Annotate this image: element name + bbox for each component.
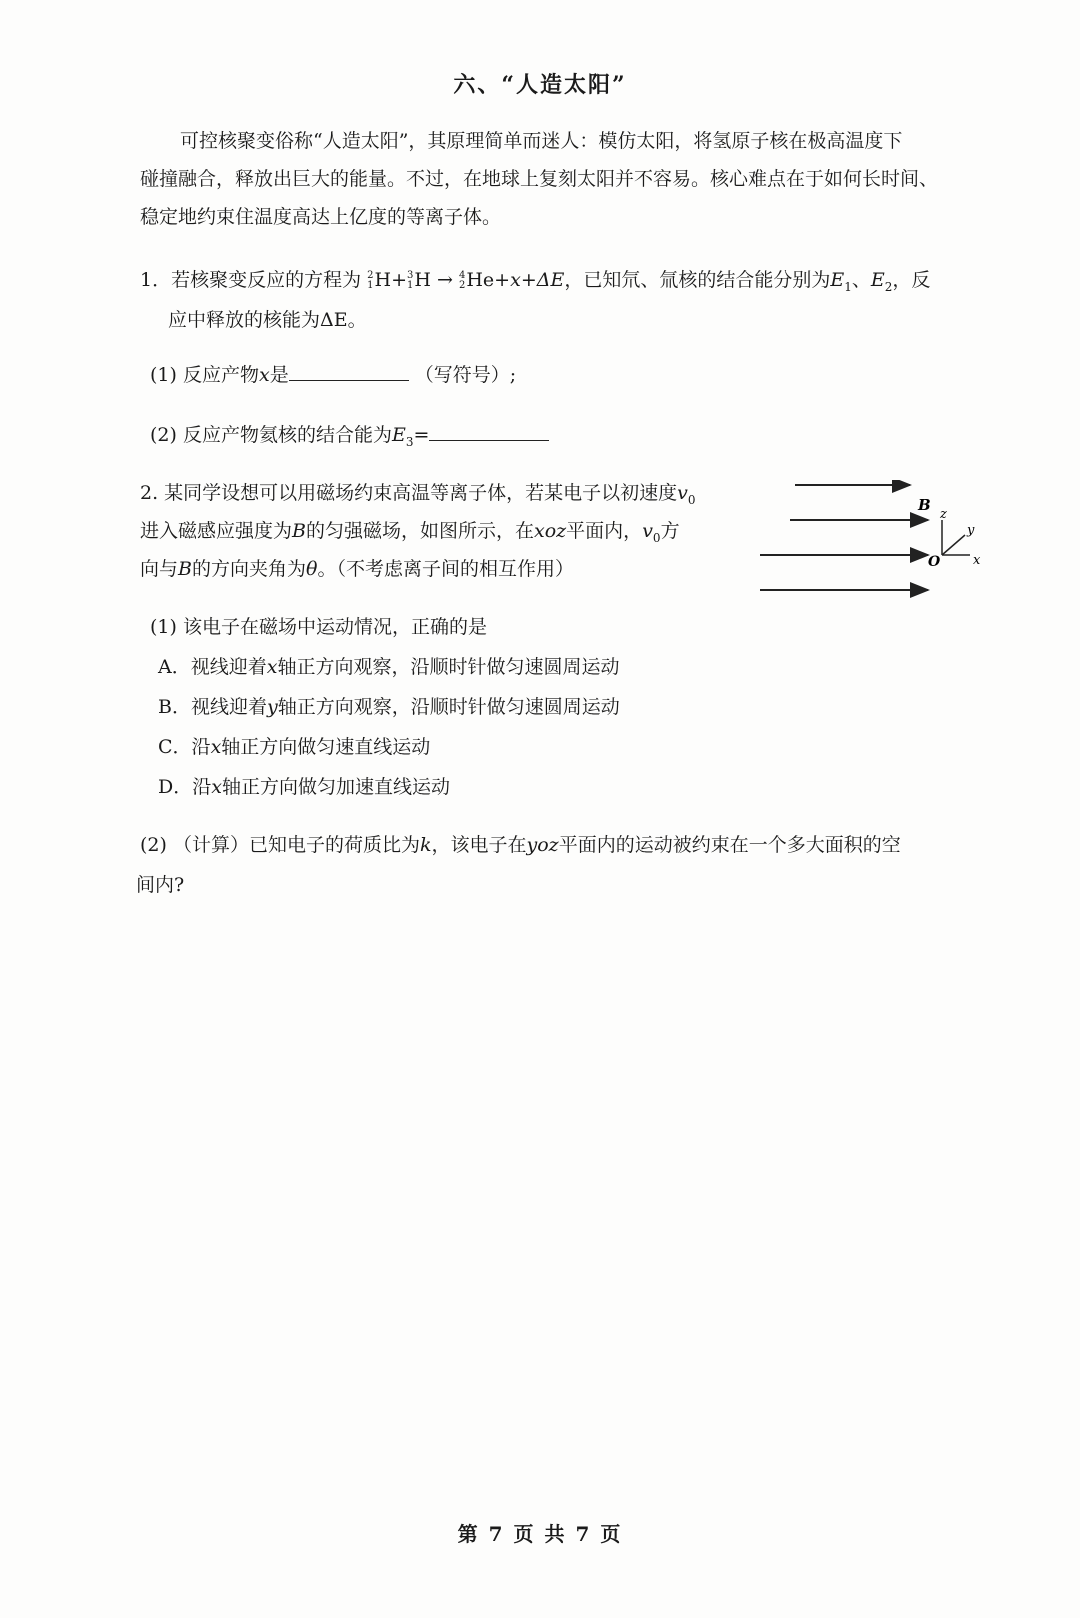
q2-sub1: (1) 该电子在磁场中运动情况，正确的是 [150,616,487,638]
q1-sub1 [150,360,516,387]
option-axis: x [266,656,278,678]
option-label: A． [158,656,191,678]
iso-mass: 2 [367,270,374,281]
intro-line-3: 稳定地约束住温度高达上亿度的等离子体。 [140,206,502,228]
nuc-symbol: H+ [374,269,408,291]
intro-line-1: 可控核聚变俗称“人造太阳”，其原理简单而迷人：模仿太阳，将氢原子核在极高温度下 [180,130,903,152]
iso-charge: 1 [367,280,374,291]
var-e1: E [830,269,845,291]
magnetic-field-figure [760,480,1020,610]
product-x: x [510,269,521,291]
option-text: 轴正方向做匀速直线运动 [221,736,431,758]
section-title: 六、“人造太阳” [453,72,627,98]
var-b: B [292,520,306,542]
q2-sub2-text: (2) （计算）已知电子的荷质比为 [140,834,420,856]
var-v0: v [642,520,653,542]
var-e2: E [870,269,885,291]
plane-xoz: xoz [534,520,567,542]
answer-blank-2[interactable] [429,422,549,441]
q2-text: 平面内， [566,520,643,542]
nuclide-tritium [407,269,431,291]
option-axis: x [211,776,222,798]
iso-mass: 3 [407,270,414,281]
option-c[interactable] [158,732,430,759]
q1-line-1 [140,265,930,294]
nuc-symbol: H [414,269,431,291]
intro-line-2: 碰撞融合，释放出巨大的能量。不过，在地球上复刻太阳并不容易。核心难点在于如何长时间、 [140,168,939,190]
iso-charge: 2 [458,280,466,291]
var-x: x [258,364,270,386]
label-z: z [940,507,947,522]
sub-2: 2 [884,279,893,294]
option-b[interactable] [158,692,620,719]
reaction-arrow: → [437,269,453,291]
plane-yoz: yoz [526,834,559,856]
option-label: B． [158,696,191,718]
option-d[interactable] [158,772,450,799]
answer-blank-1[interactable] [289,362,409,381]
sub-0: 0 [687,492,696,507]
label-origin: O [928,554,941,570]
nuc-symbol: He+ [466,269,511,291]
option-text: 视线迎着 [190,656,267,678]
y-axis [942,535,965,555]
iso-mass: 4 [458,270,466,281]
option-label: D． [158,776,193,798]
sub-1: 1 [844,279,852,294]
option-text: 沿 [191,736,211,758]
iso-charge: 1 [407,280,414,291]
q2-sub2-text: ，该电子在 [431,834,527,856]
label-y: y [967,523,975,538]
q2-text: 2. 某同学设想可以用磁场约束高温等离子体，若某电子以初速度 [140,482,678,504]
option-axis: y [266,696,278,718]
q1-lead: 1．若核聚变反应的方程为 [140,269,362,291]
q1-text-end: ，反 [892,269,931,291]
q1-sub1-label: (1) 反应产物 [150,364,259,386]
option-a[interactable] [158,652,619,679]
q2-sub2 [140,830,901,857]
q1-sub1-tail: （写符号）; [414,364,517,386]
q2-text: 方 [660,520,680,542]
option-text: 轴正方向观察，沿顺时针做匀速圆周运动 [277,656,620,678]
nuclide-helium [459,269,510,291]
option-text: 轴正方向做匀加速直线运动 [221,776,450,798]
option-label: C． [158,736,192,758]
var-e3: E [391,424,406,446]
label-x: x [973,553,981,568]
page-footer: 第 7 页 共 7 页 [457,1522,623,1546]
q1-sub2-label: (2) 反应产物氦核的结合能为 [150,424,392,446]
q1-sub1-mid: 是 [269,364,289,386]
sub-0: 0 [652,530,661,545]
intro-paragraph [140,122,970,236]
q1-line-2: 应中释放的核能为ΔE。 [168,309,367,331]
q2-text: 进入磁感应强度为 [140,520,293,542]
q2-line-1 [140,478,696,507]
option-axis: x [210,736,222,758]
q2-text: 向与 [140,558,179,580]
q1-sub2 [150,420,549,449]
option-text: 视线迎着 [190,696,267,718]
separator: 、 [851,269,871,291]
q2-text: 的方向夹角为 [191,558,306,580]
option-text: 轴正方向观察，沿顺时针做匀速圆周运动 [277,696,620,718]
q2-text: 。（不考虑离子间的相互作用） [317,558,574,580]
var-v0: v [677,482,688,504]
var-theta: θ [306,558,318,580]
q2-sub2-text: 平面内的运动被约束在一个多大面积的空 [558,834,901,856]
equals: = [413,424,430,446]
var-k: k [419,834,432,856]
delta-e: +ΔE [520,269,565,291]
q2-line-3 [140,554,574,581]
option-text: 沿 [192,776,212,798]
var-b: B [178,558,192,580]
sub-3: 3 [405,434,414,449]
nuclide-deuterium [367,269,407,291]
q2-text: 的匀强磁场，如图所示，在 [305,520,534,542]
label-b: B [918,496,931,514]
q1-text: ，已知氘、氚核的结合能分别为 [564,269,831,291]
q2-line-2 [140,516,680,545]
q2-sub2-line-2: 间内? [136,874,185,896]
